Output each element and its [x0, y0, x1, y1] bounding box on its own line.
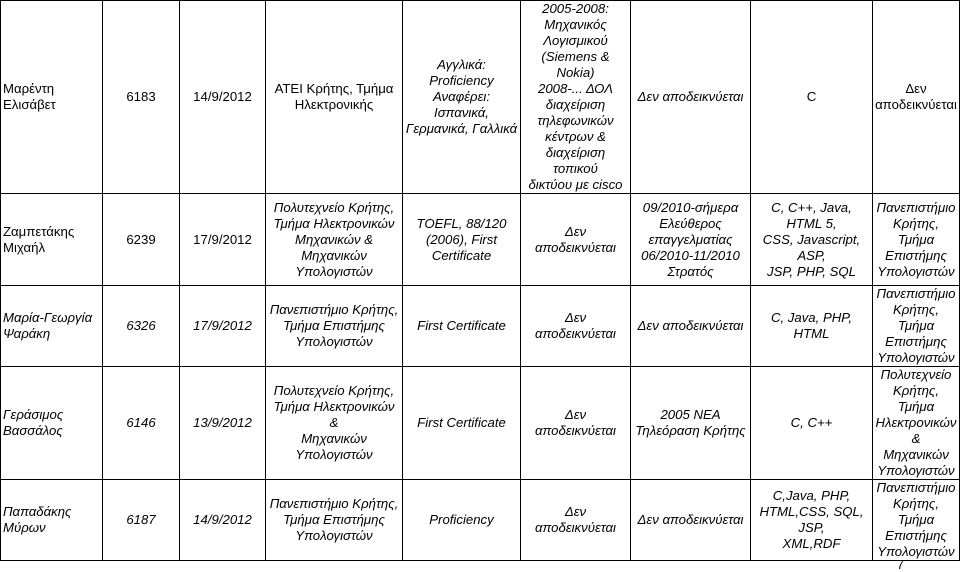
table-row [1, 194, 960, 286]
cell-line: Πανεπιστήμιο Κρήτης, [269, 496, 399, 511]
postgrad-cell [873, 1, 960, 194]
degree-cell [266, 194, 403, 286]
cell-line: C,Java, PHP, [772, 488, 851, 503]
cell-line: Αναφέρει: [432, 89, 490, 104]
cell-line: Επιστήμης [885, 528, 947, 543]
cell-line: Γερμανικά, Γαλλικά [405, 121, 518, 136]
cell-line: Κρήτης, Τμήμα [892, 302, 939, 333]
experience-cell [521, 1, 631, 194]
cell-line: Πολυτεχνείο Κρήτης, [273, 383, 395, 398]
cell-line: Δεν αποδεικνύεται [637, 512, 744, 527]
cell-line: Δεν αποδεικνύεται [637, 89, 744, 104]
cell-line: Certificate [431, 247, 492, 263]
military-cell [631, 286, 751, 367]
cell-line: (Siemens & Nokia) [541, 49, 610, 80]
cell-line: Τμήμα Επιστήμης [283, 318, 385, 333]
cell-line: Τμήμα Ηλεκτρονικών & [273, 399, 395, 430]
languages-cell [403, 1, 521, 194]
cell-line: C [806, 89, 817, 104]
id-cell: 6146 [103, 367, 180, 480]
table-row [1, 1, 960, 194]
experience-cell [521, 286, 631, 367]
cell-line: Μύρων [3, 520, 46, 535]
name-cell [1, 286, 103, 367]
cell-line: Επιστήμης [885, 334, 947, 349]
cell-line: (2006), First [425, 231, 498, 247]
cell-line: C, Java, PHP, HTML [770, 310, 853, 341]
cell-line: Υπολογιστών [295, 263, 373, 279]
date-cell: 13/9/2012 [180, 367, 266, 480]
cell-line: 2005 ΝΕΑ [660, 407, 721, 422]
cell-line: Τμήμα Επιστήμης [283, 512, 385, 527]
cell-line: Δεν αποδεικνύεται [535, 310, 616, 341]
programming-cell [751, 194, 873, 286]
cell-line: 06/2010-11/2010 [641, 247, 740, 263]
cell-line: Κρήτης, Τμήμα [892, 383, 939, 414]
name-cell [1, 480, 103, 561]
cell-line: Μηχανικών [301, 431, 367, 446]
programming-cell [751, 286, 873, 367]
military-cell [631, 367, 751, 480]
cell-line: Δεν [905, 81, 927, 96]
cell-line: C, C++ [790, 415, 833, 430]
cell-line: Υπολογιστών [877, 350, 955, 365]
cell-line: Λογισμικού [543, 33, 608, 48]
experience-cell [521, 194, 631, 286]
programming-cell [751, 367, 873, 480]
cell-line: Πολυτεχνείο Κρήτης, [273, 199, 395, 215]
cell-line: Τηλεόραση Κρήτης [635, 423, 746, 438]
id-cell: 6187 [103, 480, 180, 561]
postgrad-cell [873, 194, 960, 286]
name-cell [1, 194, 103, 286]
degree-cell [266, 480, 403, 561]
cell-line: Μηχανικών [301, 247, 367, 263]
cell-line: C, C++, Java, HTML 5, [771, 199, 852, 231]
cell-line: Υπολογιστών [877, 544, 955, 559]
cell-line: ΑΤΕΙ Κρήτης, Τμήμα [274, 81, 394, 96]
military-cell [631, 480, 751, 561]
cell-line: Ηλεκτρονικών & [875, 415, 957, 446]
cell-line: Στρατός [667, 263, 714, 279]
cell-line: Πανεπιστήμιο [876, 286, 956, 301]
cell-line: Πολυτεχνείο [880, 367, 952, 382]
date-cell: 17/9/2012 [180, 194, 266, 286]
cell-line: Υπολογιστών [877, 263, 955, 279]
experience-cell [521, 480, 631, 561]
cell-line: Βασσάλος [3, 423, 63, 438]
table-row [1, 480, 960, 561]
cell-line: CSS, Javascript, ASP, [762, 231, 861, 263]
cell-line: επαγγελματίας [648, 231, 733, 247]
cell-line: Δεν αποδεικνύεται [535, 504, 616, 535]
cell-line: Δεν αποδεικνύεται [535, 407, 616, 438]
languages-cell [403, 194, 521, 286]
programming-cell [751, 1, 873, 194]
cell-line: Proficiency [429, 512, 494, 527]
cell-line: τηλεφωνικών [537, 113, 614, 128]
cell-line: κέντρων & [545, 129, 606, 144]
cell-line: Ζαμπετάκης [3, 223, 75, 239]
table-row [1, 286, 960, 367]
page-number: 7 [896, 557, 904, 572]
degree-cell [266, 1, 403, 194]
cell-line: TOEFL, 88/120 [416, 215, 507, 231]
name-cell [1, 367, 103, 480]
cell-line: Μαρία-Γεωργία [3, 310, 93, 325]
cell-line: Μιχαήλ [3, 239, 46, 255]
cell-line: Δεν αποδεικνύεται [637, 318, 744, 333]
date-cell: 14/9/2012 [180, 1, 266, 194]
cell-line: Ισπανικά, [434, 105, 489, 120]
cell-line: Κρήτης, Τμήμα [892, 496, 939, 527]
cell-line: Πανεπιστήμιο [876, 199, 956, 215]
cell-line: Υπολογιστών [295, 528, 373, 543]
cell-line: Γεράσιμος [3, 407, 64, 422]
cell-line: διαχείριση [545, 97, 606, 112]
cell-line: Τμήμα Ηλεκτρονικών [273, 215, 395, 231]
table-row [1, 367, 960, 480]
name-cell [1, 1, 103, 194]
cell-line: 2005-2008: [542, 1, 609, 16]
postgrad-cell [873, 480, 960, 561]
cell-line: Παπαδάκης [3, 504, 72, 519]
cell-line: Πανεπιστήμιο Κρήτης, [269, 302, 399, 317]
cell-line: JSP, PHP, SQL [767, 263, 856, 279]
cell-line: Υπολογιστών [295, 334, 373, 349]
cell-line: Μαρέντη [3, 81, 55, 96]
cell-line: HTML,CSS, SQL, JSP, [759, 504, 864, 535]
cell-line: Ελισάβετ [3, 97, 56, 112]
cell-line: 2008-... ΔΟΛ [538, 81, 613, 96]
experience-cell [521, 367, 631, 480]
languages-cell [403, 286, 521, 367]
cell-line: Δεν αποδεικνύεται [535, 223, 616, 255]
programming-cell [751, 480, 873, 561]
cell-line: First Certificate [417, 415, 506, 430]
cell-line: Ελεύθερος [659, 215, 722, 231]
cell-line: Μηχανικός [544, 17, 607, 32]
degree-cell [266, 367, 403, 480]
degree-cell [266, 286, 403, 367]
cell-line: Υπολογιστών [877, 463, 955, 478]
id-cell: 6183 [103, 1, 180, 194]
cell-line: δικτύου με cisco [528, 177, 623, 192]
cell-line: Ψαράκη [3, 326, 51, 341]
cell-line: 09/2010-σήμερα [642, 199, 739, 215]
cell-line: Μηχανικών [883, 447, 949, 462]
id-cell: 6326 [103, 286, 180, 367]
languages-cell [403, 480, 521, 561]
cell-line: αποδεικνύεται [875, 97, 957, 112]
cell-line: XML,RDF [782, 536, 841, 551]
cell-line: Υπολογιστών [295, 447, 373, 462]
cell-line: Επιστήμης [885, 247, 947, 263]
military-cell [631, 1, 751, 194]
postgrad-cell [873, 286, 960, 367]
cell-line: Πανεπιστήμιο [876, 480, 956, 495]
cell-line: Αγγλικά: Proficiency [429, 57, 494, 88]
cell-line: Ηλεκτρονικής [294, 97, 374, 112]
cell-line: διαχείριση τοπικού [545, 145, 606, 176]
id-cell: 6239 [103, 194, 180, 286]
date-cell: 17/9/2012 [180, 286, 266, 367]
languages-cell [403, 367, 521, 480]
postgrad-cell [873, 367, 960, 480]
cell-line: First Certificate [417, 318, 506, 333]
cell-line: Μηχανικών & [294, 231, 374, 247]
military-cell [631, 194, 751, 286]
table-body [1, 1, 960, 561]
cell-line: Κρήτης, Τμήμα [892, 215, 939, 247]
date-cell: 14/9/2012 [180, 480, 266, 561]
